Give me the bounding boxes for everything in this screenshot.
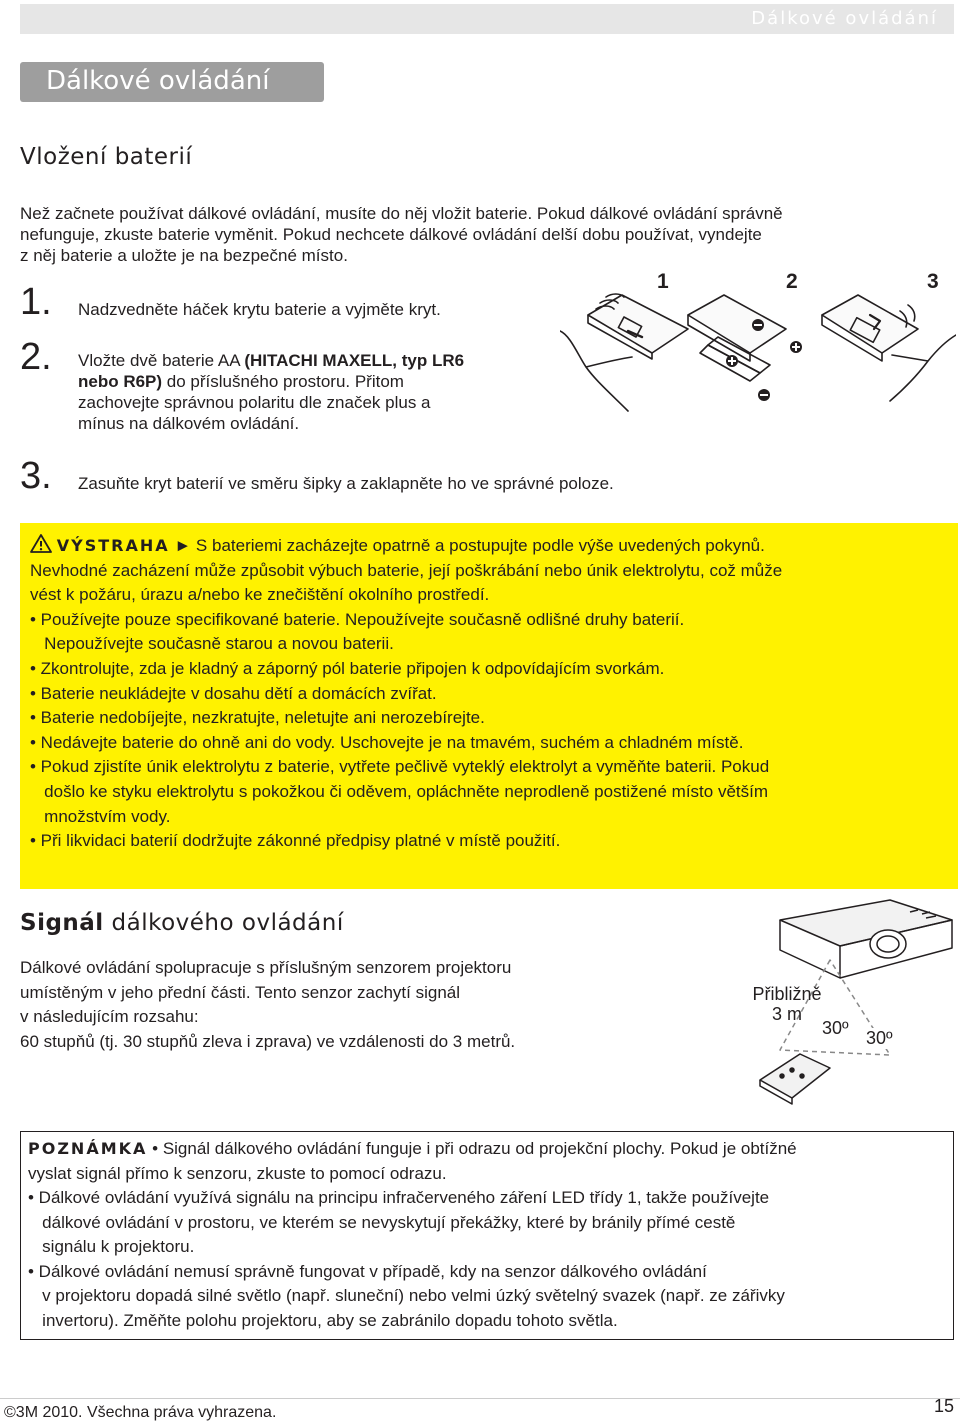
header-title: Dálkové ovládání [751,8,938,29]
signal-line: umístěným v jeho přední části. Tento senzor zachytí signál [20,982,461,1002]
batteries-heading: Vložení baterií [20,144,193,170]
warning-line: Nepoužívejte současně starou a novou baterii. [30,634,394,654]
warning-line: • Nedávejte baterie do ohně ani do vody. Uschovejte je na tmavém, suchém a chladném místě. [30,732,744,752]
note-content [28,1137,948,1333]
signal-heading: Signál dálkového ovládání [20,910,344,936]
step-2-number: 2. [20,336,52,378]
note-line: • Dálkové ovládání nemusí správně fungovat v případě, kdy na senzor dálkového ovládání [28,1261,707,1281]
intro-line: nefunguje, zkuste baterie vyměnit. Pokud nechcete dálkové ovládání delší dobu používat, vyndejte [20,225,762,244]
note-line: dálkové ovládání v prostoru, ve kterém se nevyskytují překážky, které by bránily přímé cestě [28,1212,736,1232]
step-3-text: Zasuňte kryt baterií ve směru šipky a zaklapněte ho ve správné poloze. [78,474,614,493]
warning-content [30,534,950,854]
warning-label: VÝSTRAHA [56,536,170,555]
warning-arrow: ► [174,536,192,555]
note-line: v projektoru dopadá silné světlo (např. sluneční) nebo velmi úzký světelný svazek (např. ze zářivky [28,1286,785,1305]
note-line: signálu k projektoru. [28,1237,195,1256]
note-line: vyslat signál přímo k senzoru, zkuste to pomocí odrazu. [28,1163,447,1183]
warning-line: došlo ke styku elektrolytu s pokožkou či oděvem, opláchněte neprodleně postižené místo větším [30,781,769,801]
diagram-label-1: 1 [657,270,669,293]
intro-line: z něj baterie a uložte je na bezpečné místo. [20,246,348,265]
footer-divider [0,1398,960,1399]
step-1-text: Nadzvedněte háček krytu baterie a vyjměte kryt. [78,300,441,319]
signal-line: 60 stupňů (tj. 30 stupňů zleva i zprava) ve vzdálenosti do 3 metrů. [20,1031,516,1051]
warning-triangle-icon [30,534,52,553]
battery-insertion-illustration [560,285,956,435]
warning-line: • Při likvidaci baterií dodržujte zákonné předpisy platné v místě použití. [30,831,561,851]
note-label: POZNÁMKA [28,1139,148,1158]
page-number: 15 [933,1396,954,1416]
warning-line: • Zkontrolujte, zda je kladný a záporný pól baterie připojen k odpovídajícím svorkám. [30,658,665,678]
diagram-label-3: 3 [927,270,939,293]
warning-line: množstvím vody. [30,806,171,826]
angle-left-label: 30º [822,1018,849,1038]
signal-line: Dálkové ovládání spolupracuje s příslušným senzorem projektoru [20,958,512,977]
footer-copyright: ©3M 2010. Všechna práva vyhrazena. [4,1404,277,1421]
signal-line: v následujícím rozsahu: [20,1007,199,1026]
warning-line: • Používejte pouze specifikované baterie. Nepoužívejte současně odlišné druhy baterií. [30,609,685,629]
warning-line: vést k požáru, úrazu a/nebo ke znečištění okolního prostředí. [30,585,490,605]
angle-right-label: 30º [866,1028,893,1048]
warning-line: • Baterie neukládejte v dosahu dětí a domácích zvířat. [30,683,437,703]
step-1-number: 1. [20,281,52,323]
step-3-number: 3. [20,455,52,497]
section-tab-label: Dálkové ovládání [46,66,270,96]
distance-label: Přibližně 3 m [752,984,822,1024]
intro-line: Než začnete používat dálkové ovládání, musíte do něj vložit baterie. Pokud dálkové ovládání správně [20,204,783,223]
warning-line: Nevhodné zacházení může způsobit výbuch baterie, její poškrábání nebo únik elektrolytu, což může [30,560,783,580]
note-line: • Dálkové ovládání využívá signálu na principu infračerveného záření LED třídy 1, takže používejte [28,1188,770,1207]
step-2-text: Vložte dvě baterie AA (HITACHI MAXELL, typ LR6 nebo R6P) do příslušného prostoru. Přitom zachovejte správnou polaritu dle značek plus a mínus na dálkovém ovládání. [78,351,465,433]
warning-line: S bateriemi zacházejte opatrně a postupujte podle výše uvedených pokynů. [195,536,765,555]
signal-text [20,956,515,1054]
batteries-intro [20,203,950,266]
warning-line: • Baterie nedobíjejte, nezkratujte, neletujte ani nerozebírejte. [30,708,485,728]
note-line: • Signál dálkového ovládání funguje i při odrazu od projekční plochy. Pokud je obtížné [152,1139,797,1158]
diagram-label-2: 2 [786,270,798,293]
warning-line: • Pokud zjistíte únik elektrolytu z baterie, vytřete pečlivě vyteklý elektrolyt a vyměňte baterii. Pokud [30,757,770,777]
note-line: invertoru). Změňte polohu projektoru, aby se zabránilo dopadu tohoto světla. [28,1310,618,1330]
